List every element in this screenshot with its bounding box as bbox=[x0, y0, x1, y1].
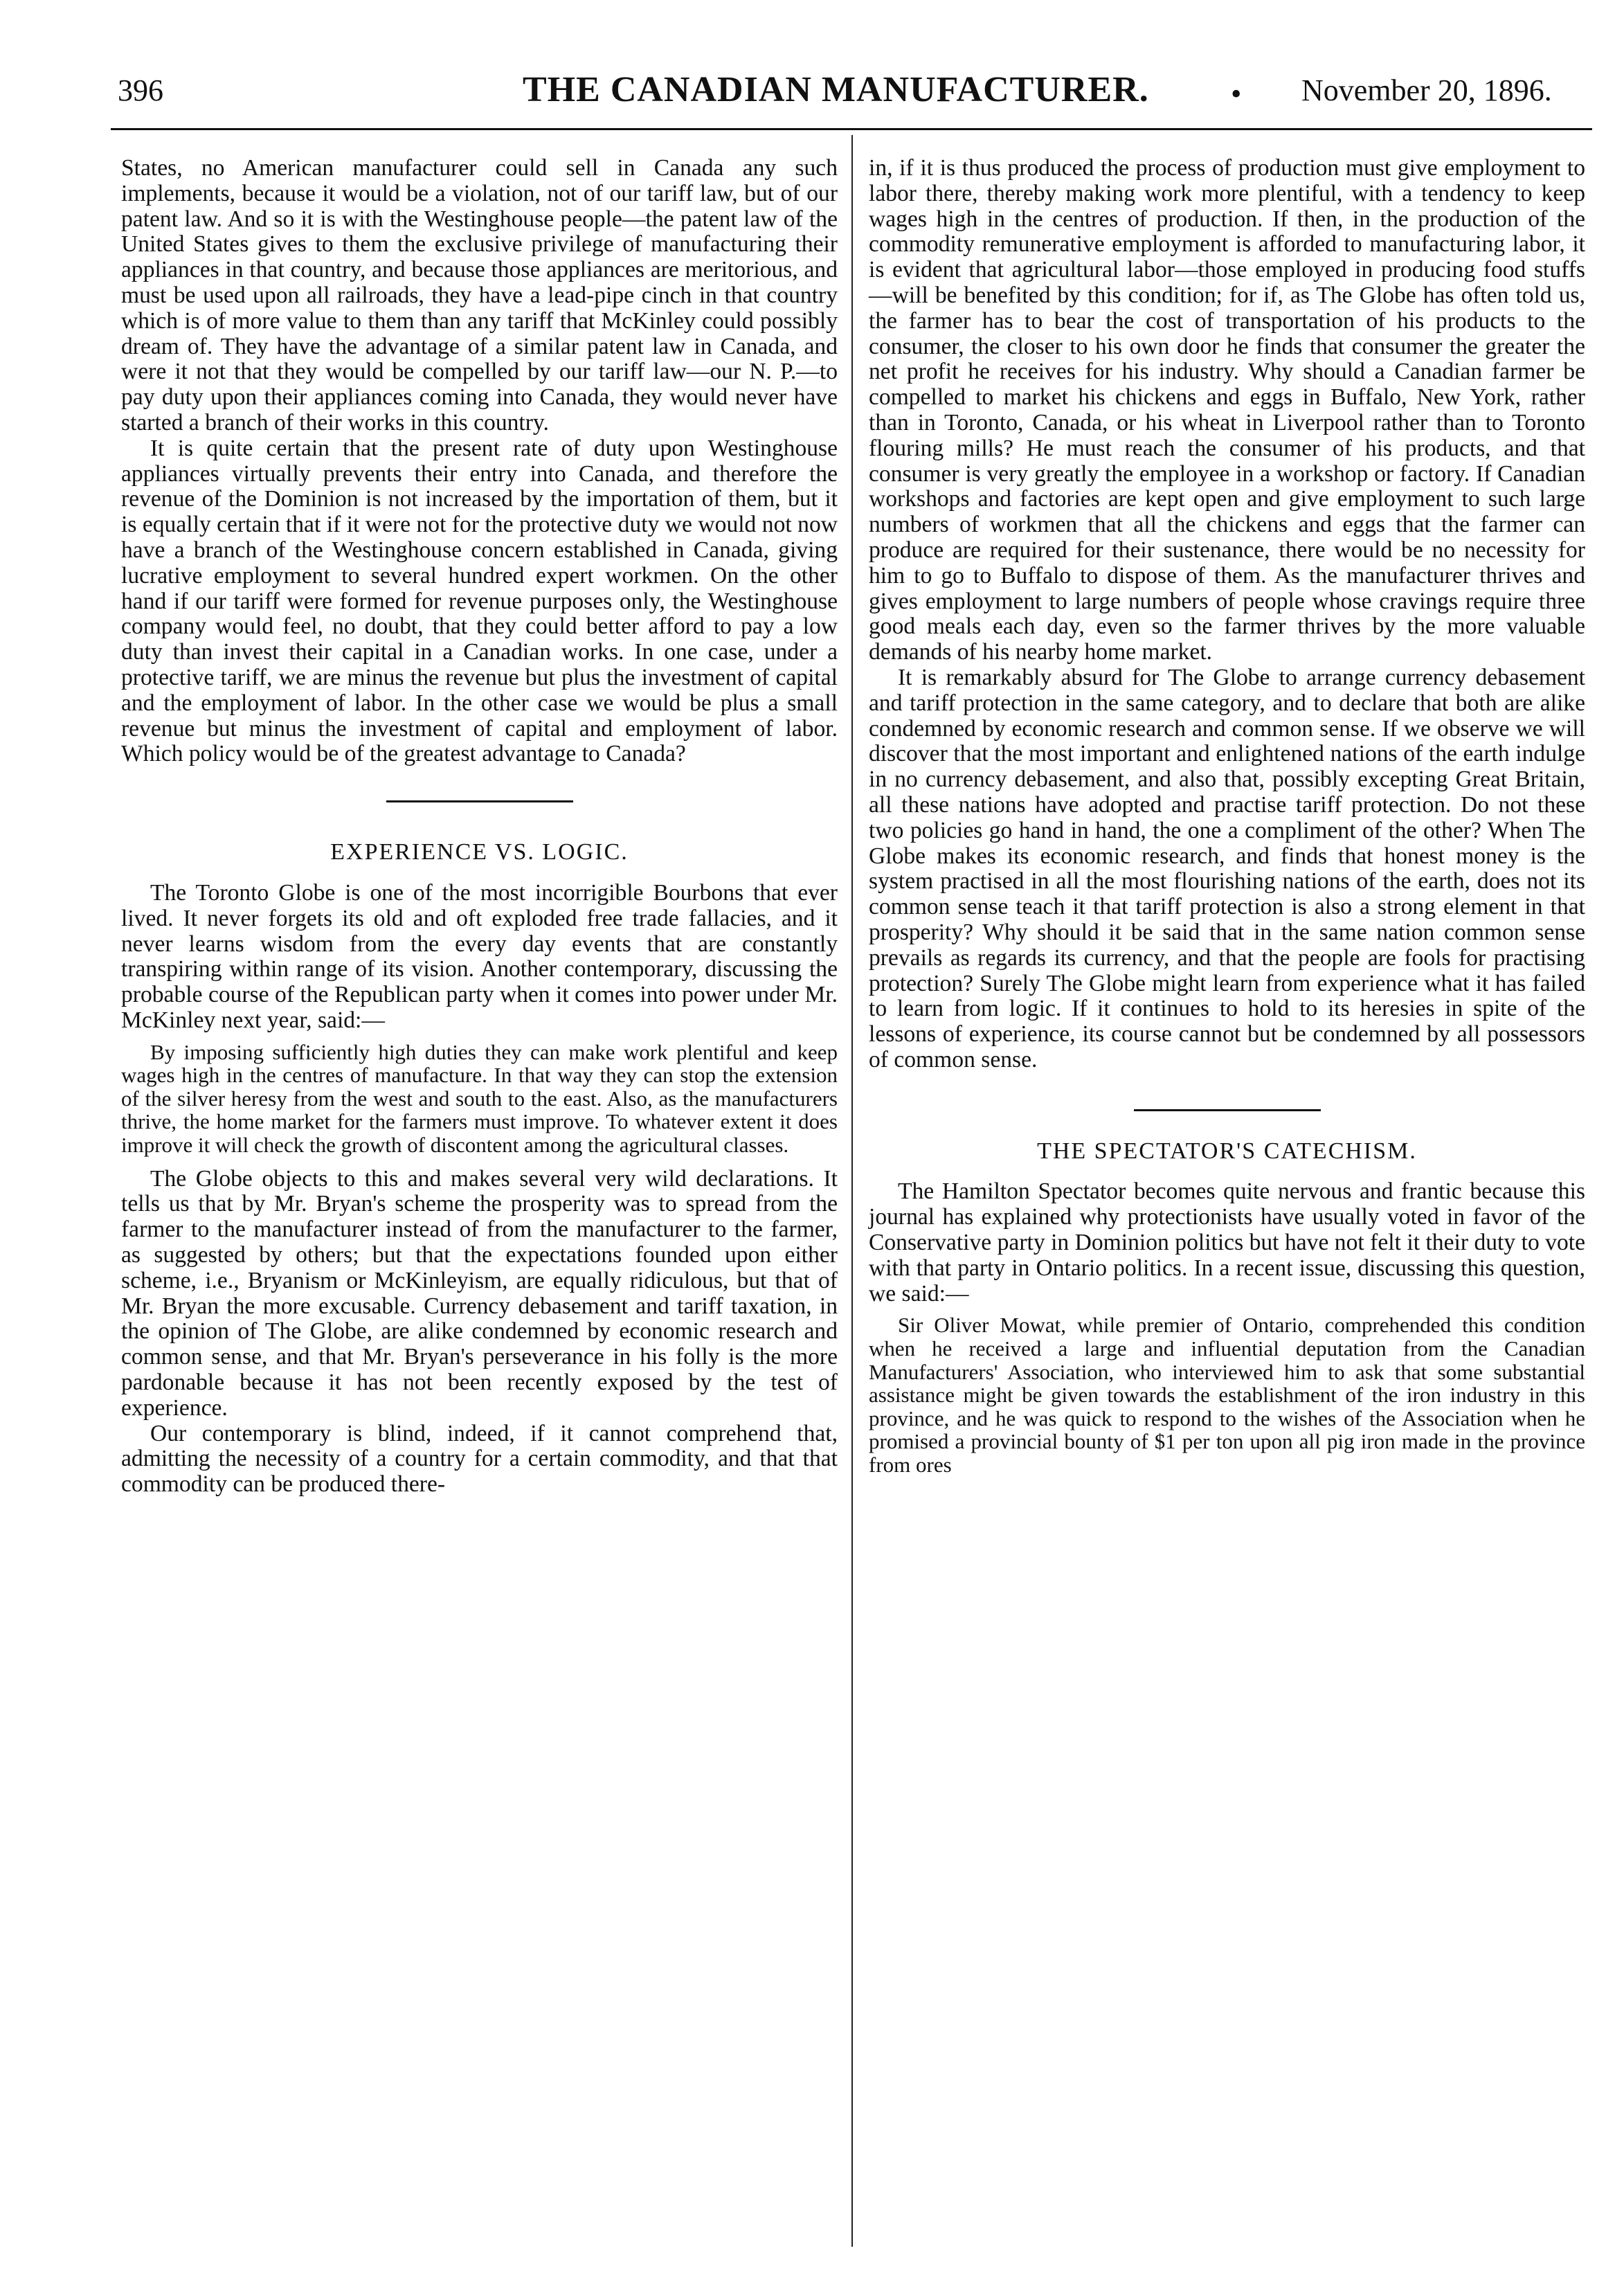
page-number: 396 bbox=[118, 73, 163, 107]
section-heading: THE SPECTATOR'S CATECHISM. bbox=[1037, 1138, 1417, 1164]
article-paragraph: It is quite certain that the present rate of duty upon Westinghouse appliances virtually prevents their entry into Canada, and therefore the revenue of the Dominion is not increased by the importation of them, but it is equally certain that if it were not for the protective duty we would not now have a branch of the Westinghouse concern established in Canada, giving lucrative employment to several hundred expert workmen. On the other hand if our tariff were formed for revenue purposes only, the Westinghouse company would feel, no doubt, that they could better afford to pay a low duty than invest their capital in a Canadian works. In one case, under a protective tariff, we are minus the revenue but plus the investment of capital and the employment of labor. In the other case we would be plus a small revenue but minus the investment of capital and employment of labor. Which policy would be of the greatest advantage to Canada? bbox=[121, 435, 838, 767]
article-paragraph: in, if it is thus produced the process of production must give employment to labor there, thereby making work more plentiful, with a tendency to keep wages high in the centres of production. If then, in the production of the commodity remunerative employment is afforded to manufacturing labor, it is evident that agricultural labor—those employed in producing food stuffs—will be benefited by this condition; for if, as The Globe has often told us, the farmer has to bear the cost of transportation of his products to the consumer, the closer to his own door he finds that consumer the greater the net profit he receives for his industry. Why should a Canadian farmer be compelled to market his chickens and eggs in Buffalo, New York, rather than in Toronto, Canada, or his wheat in Liverpool rather than to Toronto flouring mills? He must reach the consumer of his products, and that consumer is very greatly the employee in a workshop or factory. If Canadian workshops and factories are kept open and give employment to such large numbers of workmen that all the chickens and eggs that the farmer can produce are required for their sustenance, there would be no necessity for him to go to Buffalo to dispose of them. As the manufacturer thrives and gives employment to large numbers of people whose cravings require three good meals each day, even so the farmer thrives by the more valuable demands of his nearby home market. bbox=[869, 155, 1585, 665]
article-paragraph: The Toronto Globe is one of the most incorrigible Bourbons that ever lived. It never forgets its old and oft exploded free trade fallacies, and it never learns wisdom from the every day events that are constantly transpiring within range of its vision. Another contemporary, discussing the probable course of the Republican party when it comes into power under Mr. McKinley next year, said:— bbox=[121, 879, 838, 1033]
header-rule bbox=[111, 128, 1592, 130]
left-column bbox=[121, 156, 838, 1498]
column-divider bbox=[851, 135, 853, 2247]
section-divider bbox=[386, 800, 573, 802]
issue-date: November 20, 1896. bbox=[1301, 73, 1552, 107]
article-paragraph: States, no American manufacturer could sell in Canada any such implements, because it would be a violation, not of our tariff law, but of our patent law. And so it is with the Westinghouse people—the patent law of the United States gives to them the exclusive privilege of manufacturing their appliances in that country, and because those appliances are meritorious, and must be used upon all railroads, they have a lead-pipe cinch in that country which is of more value to them than any tariff that McKinley could possibly dream of. They have the advantage of a similar patent law in Canada, and were it not that they would be compelled by our tariff law—our N. P.—to pay duty upon their appliances coming into Canada, they would never have started a branch of their works in this country. bbox=[121, 155, 838, 436]
block-quote: Sir Oliver Mowat, while premier of Ontario, comprehended this condition when he received a large and influential deputation from the Canadian Manufacturers' Association, who interviewed him to ask that some substantial assistance might be given towards the establishment of the iron industry in this province, and he was quick to respond to the wishes of the Association when he promised a provincial bounty of $1 per ton upon all pig iron made in the province from ores bbox=[869, 1313, 1585, 1478]
block-quote: By imposing sufficiently high duties they can make work plentiful and keep wages high in the centres of manufacture. In that way they can stop the extension of the silver heresy from the west and south to the east. Also, as the manufacturers thrive, the home market for the farmers must improve. To whatever extent it does improve it will check the growth of discontent among the agricultural classes. bbox=[121, 1039, 838, 1158]
right-column bbox=[869, 156, 1585, 1487]
publication-title: THE CANADIAN MANUFACTURER. bbox=[523, 70, 1149, 109]
article-paragraph: It is remarkably absurd for The Globe to arrange currency debasement and tariff protection in the same category, and to declare that both are alike condemned by economic research and common sense. If we observe we will discover that the most important and enlightened nations of the earth indulge in no currency debasement, and also that, possibly excepting Great Britain, all these nations have adopted and practise tariff protection. Do not these two policies go hand in hand, the one a compliment of the other? When The Globe makes its economic research, and finds that honest money is the system practised in all the most flourishing nations of the earth, does not its common sense teach it that tariff protection is also a strong element in that prosperity? Why should it be said that in the same nation common sense prevails as regards its currency, and that the people are fools for practising protection? Surely The Globe might learn from experience what it has failed to learn from logic. If it continues to hold to its heresies in spite of the lessons of experience, its course cannot but be condemned by all possessors of common sense. bbox=[869, 664, 1585, 1072]
article-paragraph: The Hamilton Spectator becomes quite nervous and frantic because this journal has explained why protectionists have usually voted in favor of the Conservative party in Dominion politics but have not felt it their duty to vote with that party in Ontario politics. In a recent issue, discussing this question, we said:— bbox=[869, 1178, 1585, 1307]
article-paragraph: Our contemporary is blind, indeed, if it cannot comprehend that, admitting the necessity of a country for a certain commodity, and that that commodity can be produced there- bbox=[121, 1420, 838, 1498]
section-divider bbox=[1134, 1109, 1321, 1111]
page-header bbox=[0, 0, 1624, 132]
section-heading: EXPERIENCE VS. LOGIC. bbox=[330, 839, 629, 865]
header-separator: • bbox=[1231, 77, 1242, 111]
article-paragraph: The Globe objects to this and makes several very wild declarations. It tells us that by Mr. Bryan's scheme the prosperity was to spread from the farmer to the manufacturer instead of from the manufacturer to the farmer, as suggested by others; but that the expectations founded upon either scheme, i.e., Bryanism or McKinleyism, are equally ridiculous, but that of Mr. Bryan the more excusable. Currency debasement and tariff taxation, in the opinion of The Globe, are alike condemned by economic research and common sense, and that Mr. Bryan's perseverance in his folly is the more pardonable because it has not been recently exposed by the test of experience. bbox=[121, 1165, 838, 1421]
